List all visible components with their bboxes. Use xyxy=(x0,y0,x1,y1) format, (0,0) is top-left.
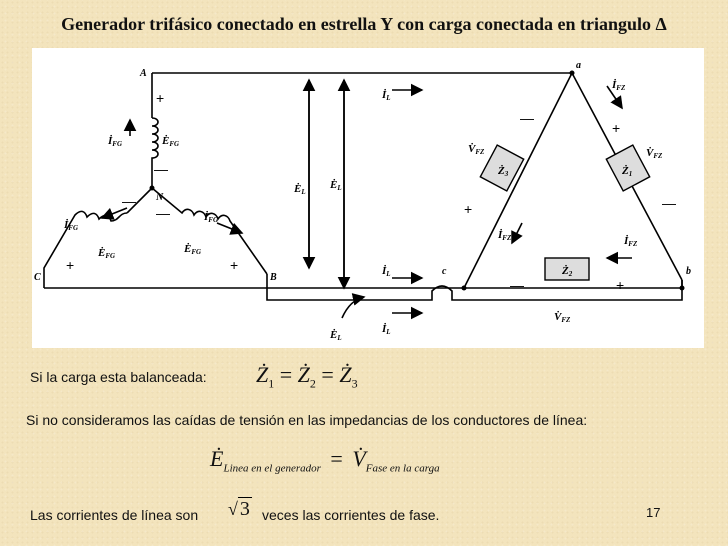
sign-minus-z2: — xyxy=(510,277,524,293)
label-z3: Ż3 xyxy=(498,165,509,178)
sqrt-symbol: √ xyxy=(228,499,238,519)
z-symbol-2: Ż xyxy=(297,362,310,387)
label-i-fz-2: İFZ xyxy=(624,235,638,248)
label-i-fg-b: İFG xyxy=(204,211,219,224)
label-i-l-a: İL xyxy=(382,89,391,102)
z-sub-2: 2 xyxy=(309,376,316,391)
node-a-small-label: a xyxy=(576,60,581,71)
equals-1: = xyxy=(279,362,293,387)
sqrt-three xyxy=(228,498,252,521)
z-sub-1: 1 xyxy=(268,376,275,391)
sign-minus-b: — xyxy=(156,205,170,221)
currents-after: veces las corrientes de fase. xyxy=(262,507,440,523)
label-v-fz-1: V̇FZ xyxy=(646,147,663,160)
circuit-diagram xyxy=(32,48,704,348)
label-e-fg-a: ĖFG xyxy=(162,135,180,148)
node-b-small-label: b xyxy=(686,266,691,277)
slide-title: Generador trifásico conectado en estrella Y con carga conectada en triangulo Δ xyxy=(61,14,667,34)
node-n-label: N xyxy=(156,192,164,203)
label-i-l-c: İL xyxy=(382,265,391,278)
label-i-fg-c: İFG xyxy=(64,219,79,232)
balanced-text: Si la carga esta balanceada: xyxy=(30,369,207,385)
z-sub-3: 3 xyxy=(351,376,358,391)
circuit-svg xyxy=(32,48,704,348)
label-e-l-3: ĖL xyxy=(330,329,342,342)
formula-v: V̇ xyxy=(352,446,366,471)
formula-equals: = xyxy=(330,446,343,471)
label-e-fg-b: ĖFG xyxy=(184,243,202,256)
label-i-fg-a: İFG xyxy=(108,135,123,148)
balanced-equation xyxy=(256,362,358,391)
formula-e: Ė xyxy=(210,446,224,471)
page-number: 17 xyxy=(646,505,661,520)
sign-minus-z3: — xyxy=(520,110,534,126)
label-v-fz-2: V̇FZ xyxy=(554,311,571,324)
line-drop-text: Si no consideramos las caídas de tensión en las impedancias de los conductores de línea: xyxy=(26,412,588,428)
equals-2: = xyxy=(321,362,334,387)
sign-minus-a: — xyxy=(154,161,168,177)
z-symbol-3: Ż xyxy=(339,362,352,387)
sign-minus-c: — xyxy=(122,193,136,209)
sign-plus-z3: + xyxy=(464,201,473,217)
sign-plus-b: + xyxy=(230,257,239,273)
label-i-fz-1: İFZ xyxy=(612,79,626,92)
label-e-fg-c: ĖFG xyxy=(98,247,116,260)
delta-cb xyxy=(464,280,682,288)
sign-minus-z1: — xyxy=(662,195,676,211)
label-i-l-b: İL xyxy=(382,323,391,336)
coil-b xyxy=(152,188,267,274)
label-v-fz-3: V̇FZ xyxy=(468,143,485,156)
sign-plus-z2: + xyxy=(616,277,625,293)
node-a-label: A xyxy=(140,68,147,79)
z-symbol-1: Ż xyxy=(256,362,269,387)
label-z1: Ż1 xyxy=(622,165,633,178)
node-c-label: C xyxy=(34,272,41,283)
sqrt-radicand: 3 xyxy=(239,498,250,520)
label-z2: Ż2 xyxy=(562,265,573,278)
label-e-l-2: ĖL xyxy=(330,179,342,192)
node-b-label: B xyxy=(270,272,277,283)
formula-equation xyxy=(210,446,440,474)
delta-ac xyxy=(464,73,572,288)
sign-plus-z1: + xyxy=(612,120,621,136)
node-c-small-label: c xyxy=(442,266,447,277)
sign-plus-a: + xyxy=(156,90,165,106)
formula-e-sub: Linea en el generador xyxy=(223,462,321,475)
label-e-l-1: ĖL xyxy=(294,183,306,196)
label-i-fz-3: İFZ xyxy=(498,229,512,242)
formula-v-sub: Fase en la carga xyxy=(365,462,440,475)
sign-plus-c: + xyxy=(66,257,75,273)
currents-before: Las corrientes de línea son xyxy=(30,507,199,523)
